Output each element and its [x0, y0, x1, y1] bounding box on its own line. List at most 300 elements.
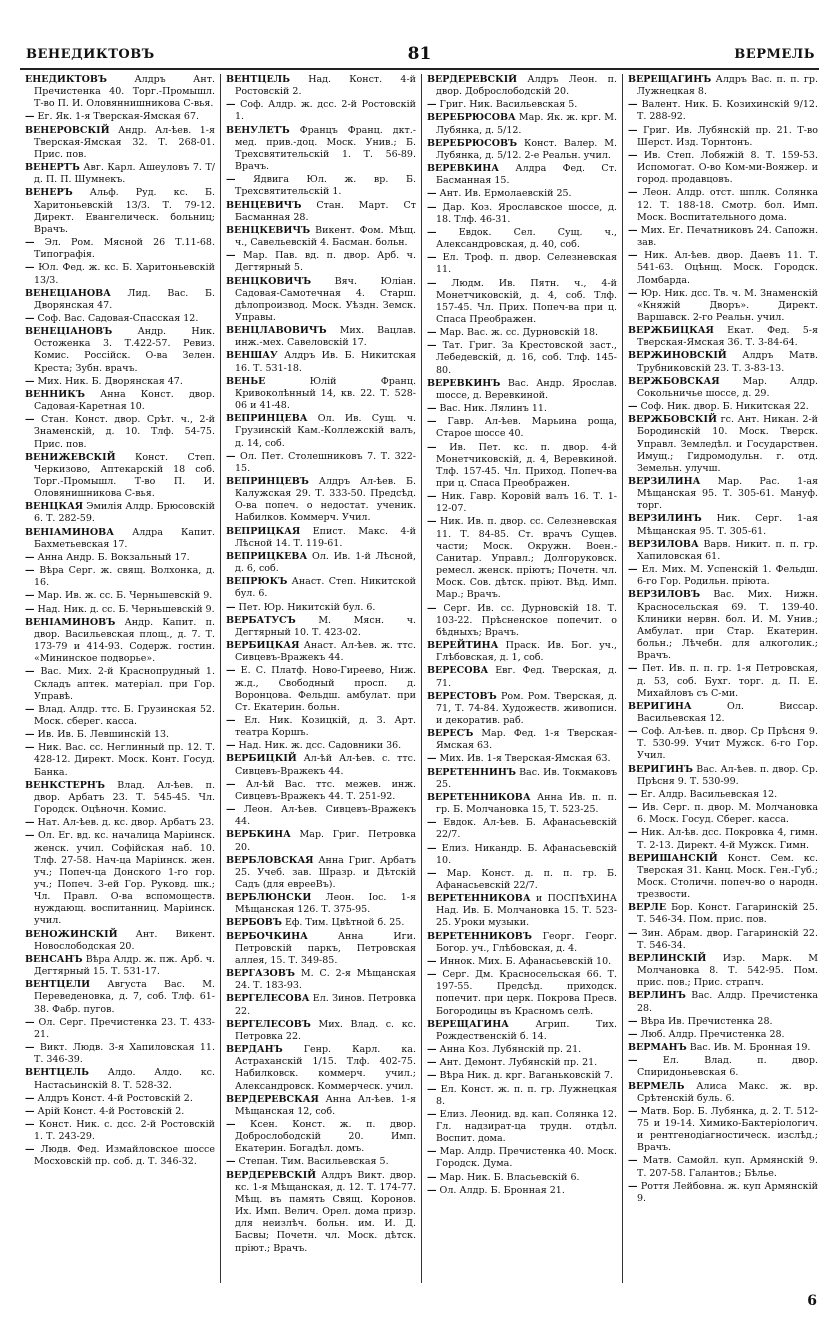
entry-headword: ВЕРЖБОВСКАЯ — [628, 375, 720, 387]
entry-text: Ив. Пет. кс. п. двор. 4-й Монетчиковскій, д. 4, Веревкиной. Тлф. 157-45. Чл. Приход. Попеч-ва при ц. Спаса Преображен. — [436, 441, 617, 489]
entry-headword: — — [226, 1118, 236, 1130]
entry-text: Ел. Конст. ж. п. п. гр. Лужнецкая 8. — [436, 1083, 617, 1107]
entry-text: Анна Коз. Лубянскій пр. 21. — [439, 1044, 582, 1056]
entry-text: Викт. Людв. 3-я Хапиловская 11. Т. 346-39. — [34, 1042, 215, 1066]
directory-entry — [25, 376, 215, 388]
directory-entry — [25, 1106, 215, 1118]
entry-text: Алдръ Ант. Пречистенка 40. Торг.-Промышл. Т-во П. И. Оловяннишникова С-вья. — [34, 74, 215, 110]
entry-text: Алдра Фед. Ст. Басманная 15. — [436, 163, 617, 187]
directory-entry — [226, 376, 416, 412]
entry-headword: — — [427, 416, 437, 428]
entry-headword: — — [25, 830, 35, 842]
entry-text: Анаст. Степ. Никитской бул. 6. — [235, 576, 416, 600]
entry-text: Викент. Фом. Мѣщ. ч., Савельевскій 4. Басман. больн. — [235, 224, 416, 249]
directory-entry — [628, 1016, 818, 1028]
directory-entry — [628, 250, 818, 286]
entry-headword: ВЕРДАНЪ — [226, 1044, 283, 1056]
entry-headword: ВЕРГЕЛЕСОВА — [226, 993, 310, 1005]
entry-headword: — — [226, 99, 236, 111]
entry-headword: — — [25, 1016, 35, 1028]
entry-headword: — — [226, 250, 236, 262]
entry-text: Влад. Ал-ѣев. п. двор. Арбатъ 23. Т. 545-45. Чл. Городск. Оцѣночн. Комис. — [34, 779, 215, 816]
directory-entry — [427, 112, 617, 136]
directory-entry — [427, 817, 617, 841]
entry-text: Францъ Франц. дкт.-мед. прив.-доц. Моск. Унив.; Б. Трехсвятительскій 1. Т. 56-89. Врачъ. — [235, 124, 416, 173]
directory-entry — [427, 640, 617, 664]
entry-text: Вяч. Юліан. Садовая-Самотечная 4. Старш. дѣлопроизвод. Моск. Уѣздн. Земск. Управы. — [235, 275, 416, 323]
directory-entry — [427, 1070, 617, 1082]
directory-entry — [226, 451, 416, 475]
entry-headword: — — [25, 742, 35, 754]
entry-headword: ВЕРЖИНОВСКІЙ — [628, 350, 727, 362]
directory-entry — [25, 1017, 215, 1041]
entry-headword: — — [628, 788, 638, 800]
entry-headword: — — [25, 729, 35, 741]
directory-entry — [427, 327, 617, 339]
directory-entry — [226, 276, 416, 325]
entry-headword: — — [25, 1042, 35, 1054]
directory-entry — [427, 252, 617, 276]
entry-headword: ВЕПРИЦКАЯ — [226, 525, 301, 537]
entry-text: Мих. Влад. с. кс. Петровка 22. — [235, 1018, 416, 1042]
entry-headword: — — [427, 1057, 437, 1069]
entry-headword: — — [628, 802, 638, 814]
entry-text: Ол. Ег. вд. кс. началица Маріинск. женск. учил. Софійская наб. 10. Тлф. 27-58. Нач-ца Маріинск. жен. уч.; Попеч-ца Донского 1-го гор. уч.; Попеч. 3-ей Гор. Руковд. шк.; Чл. Правл. О-ва вспомоществ. нуждающ. воспитанниц. Маріинск. учил. — [34, 830, 215, 927]
entry-text: Мар. Вас. ж. сс. Дурновскій 18. — [439, 327, 599, 339]
directory-entry — [427, 340, 617, 376]
directory-entry — [427, 728, 617, 752]
entry-text: Люб. Алдр. Пречистенка 28. — [640, 1028, 785, 1040]
entry-text: Ел. Ник. Козицкій, д. 3. Арт. театра Коршъ. — [235, 714, 416, 739]
directory-entry — [427, 416, 617, 440]
entry-headword: ВЕРЗИЛИНА — [628, 476, 701, 487]
entry-headword: — — [427, 441, 437, 453]
directory-entry — [226, 350, 416, 374]
entry-text: Ант. Ив. Ермолаевскій 25. — [439, 188, 572, 200]
directory-entry — [226, 576, 416, 600]
directory-entry — [25, 780, 215, 816]
entry-headword: ВЕРЗИЛОВЪ — [628, 589, 701, 601]
entry-headword: ВЕРЖБИЦКАЯ — [628, 325, 714, 337]
directory-entry — [427, 227, 617, 251]
entry-text: гс. Ант. Никан. 2-й Бородинскій 10. Моск. Тверск. Управл. Земледѣл. и Государствен. Имущ.; Гидромодульн. г. отд. Земельн. улучш. — [637, 414, 818, 474]
directory-entry — [25, 1093, 215, 1105]
entry-headword: ВЕНЦКАЯ — [25, 501, 84, 513]
entry-headword: — — [628, 149, 638, 161]
entry-headword: ВЕРДЕРЕВСКАЯ — [226, 1093, 319, 1105]
entry-headword: ВЕРИГИНЪ — [628, 763, 693, 775]
entry-headword: — — [226, 174, 236, 186]
entry-text: Анаст. Ал-ѣев. ж. ттс. Сивцевъ-Вражекъ 44. — [235, 640, 416, 664]
entry-headword: ВЕНОЖИНСКІЙ — [25, 928, 118, 940]
entry-headword: — — [25, 817, 35, 829]
entry-text: Вѣра Ник. д. крг. Ваганьковскій 7. — [439, 1070, 614, 1082]
entry-text: Мар. Ив. ж. сс. Б. Черньшевскій 9. — [37, 590, 213, 602]
entry-headword: ВЕРЕСТОВЪ — [427, 690, 497, 702]
entry-text: М. Мясн. ч. Дегтярный 10. Т. 423-02. — [235, 614, 416, 638]
directory-entry — [25, 604, 215, 616]
entry-text: Ол. Ив. 1-й Лѣсной, д. 6, соб. — [235, 550, 416, 575]
directory-entry — [226, 715, 416, 739]
entry-headword: — — [427, 277, 437, 289]
entry-text: Анна Григ. Арбатъ 25. Учеб. зав. Шразр. и Дѣтскій Садъ (для еврееВъ). — [235, 854, 416, 890]
entry-text: Е. С. Платф. Ново-Гиреево, Ниж. ж.д., Свободный просп. д. Воронцова. Фельдш. амбулат. при Ст. Екатерин. больн. — [235, 665, 416, 713]
entry-text: Зин. Абрам. двор. Гагаринскій 22. Т. 546-34. — [637, 927, 818, 951]
entry-text: Влад. Алдр. ттс. Б. Грузинская 52. Моск. сберег. касса. — [34, 703, 215, 727]
entry-headword: ВЕНСАНЪ — [25, 953, 83, 965]
directory-entry — [427, 792, 617, 816]
entry-headword: — — [226, 601, 236, 613]
entry-headword: — — [628, 927, 638, 939]
entry-headword: — — [427, 516, 437, 528]
entry-headword: — — [628, 287, 638, 299]
entry-headword: — — [427, 1146, 437, 1158]
entry-headword: ВЕРБКИНА — [226, 829, 291, 841]
entry-text: Евг. Фед. Тверская, д. 71. — [436, 665, 617, 689]
directory-entry — [628, 1081, 818, 1105]
directory-entry — [628, 414, 818, 475]
directory-entry — [427, 1057, 617, 1069]
directory-entry — [226, 551, 416, 575]
entry-headword: ВЕНЕРОВСКІЙ — [25, 124, 110, 136]
entry-text: Евдок. Сел. Сущ. ч., Александровская, д. 40, соб. — [436, 226, 617, 251]
entry-text: Мар. Алдр. Пречистенка 40. Моск. Городск. Дума. — [436, 1146, 617, 1170]
directory-entry — [226, 1119, 416, 1155]
entry-text: Мар. Ник. Б. Власьевскій 6. — [439, 1171, 580, 1183]
directory-entry — [25, 313, 215, 325]
entry-headword: ВЕРЕСОВА — [427, 665, 489, 677]
entry-headword: — — [25, 565, 35, 577]
entry-text: Конст. Ник. с. дсс. 2-й Ростовскій 1. Т. 243-29. — [34, 1118, 215, 1143]
entry-text: Вѣра Алдр. ж. пж. Арб. ч. Дегтярный 15. Т. 531-17. — [34, 953, 215, 978]
directory-entry — [427, 1172, 617, 1184]
directory-entry — [427, 931, 617, 955]
entry-text: Конст. Сем. кс. Тверская 31. Канц. Моск. Ген.-Губ.; Моск. Столичн. попеч-во о народн. трезвости. — [637, 852, 818, 901]
entry-text: Вас. Ал-ѣев. п. двор. Ср. Прѣсня 9. Т. 530-99. — [637, 763, 818, 787]
entry-headword: — — [226, 665, 236, 677]
entry-text: Алиса Макс. ж. вр. Срѣтенскій буль. 6. — [637, 1080, 818, 1104]
entry-text: Алдо. Алдо. кс. Настасьинскій 8. Т. 528-32. — [34, 1067, 215, 1091]
entry-headword: ВЕРЗИЛОВА — [628, 538, 699, 550]
entry-text: Елиз. Никандр. Б. Афанасьевскій 10. — [436, 842, 617, 866]
entry-text: Ив. Степ. Лобяжій 8. Т. 159-53. Испомогат. О-во Ком-ми-Вояжер. и город. продавцовъ. — [637, 149, 818, 186]
directory-entry — [25, 704, 215, 728]
entry-text: Ром. Ром. Тверская, д. 71, Т. 74-84. Художеств. живописн. и декоратив. раб. — [436, 690, 617, 726]
directory-entry — [628, 1055, 818, 1079]
entry-text: Ник. Ив. п. двор. сс. Селезневская 11. Т. 84-85. Ст. врачъ Сущев. части; Моск. Окружн. Воен.-Санитар. Управл.; Долгоруковск. ремесл. женск. пріютъ; Почетн. чл. Моск. Сов. дѣтск. пріют. Вѣд. Имп. Мар.; Врачъ. — [436, 516, 617, 601]
entry-headword: — — [427, 99, 437, 111]
entry-text: Бор. Конст. Гагаринскій 25. Т. 546-34. Пом. прис. пов. — [637, 902, 818, 926]
directory-entry — [427, 188, 617, 200]
directory-entry — [628, 476, 818, 512]
entry-text: Ив. Ив. Б. Левшинскій 13. — [37, 729, 170, 741]
entry-headword: ВЕНЕЦІАНОВЪ — [25, 326, 113, 338]
entry-text: Леон. Іос. 1-я Мѣщанская 126. Т. 375-95. — [235, 892, 416, 916]
directory-entry — [427, 1109, 617, 1145]
entry-headword: — — [226, 450, 236, 462]
entry-headword: — — [226, 714, 236, 726]
entry-text: Екат. Фед. 5-я Тверская-Ямская 36. Т. 3-84-64. — [637, 325, 818, 349]
entry-text: Вас. Андр. Ярослав. шоссе, д. Веревкиной. — [436, 377, 617, 401]
entry-text: Арій Конст. 4-й Ростовскій 2. — [37, 1105, 185, 1117]
entry-text: и ПОСПѢХИНА Над. Ив. Б. Молчановка 15. Т. 523-25. Уроки музыки. — [436, 893, 617, 929]
entry-headword: — — [628, 99, 638, 111]
entry-text: Леон. Алдр. отст. шплк. Солянка 12. Т. 188-18. Смотр. бол. Имп. Моск. Воспитательного дома. — [637, 187, 818, 223]
entry-text: Тат. Григ. За Крестовской заст., Лебедевскій, д. 16, соб. Тлф. 145-80. — [436, 340, 617, 376]
directory-entry — [25, 729, 215, 741]
entry-text: Мар. Фед. 1-я Тверская-Ямская 63. — [436, 728, 617, 752]
entry-headword: ВЕРЕТЕННИКОВА — [427, 791, 531, 803]
entry-text: Ол. Серг. Пречистенка 23. Т. 433-21. — [34, 1016, 215, 1040]
directory-entry — [628, 125, 818, 149]
entry-text: Серг. Ив. сс. Дурновскій 18. Т. 103-22. Прѣсненское попечит. о бѣдныхъ; Врачъ. — [436, 602, 617, 638]
directory-entry — [25, 979, 215, 1015]
running-head-left: ВЕНЕДИКТОВЪ — [26, 47, 155, 62]
entry-headword: — — [628, 827, 638, 839]
entry-headword: — — [628, 1180, 638, 1192]
directory-columns — [20, 74, 823, 1283]
entry-text: Ел. Троф. п. двор. Селезневская 11. — [436, 252, 617, 276]
directory-entry — [628, 827, 818, 851]
directory-entry — [427, 378, 617, 402]
entry-headword: ВЕРБОЧКИНА — [226, 930, 308, 942]
directory-entry — [25, 501, 215, 525]
directory-entry — [25, 125, 215, 161]
entry-headword: — — [25, 551, 35, 563]
entry-headword: ВЕРЕЩАГИНЪ — [628, 74, 712, 85]
directory-entry — [25, 666, 215, 702]
entry-headword: ВЕРЛЕ — [628, 902, 667, 914]
entry-headword: — — [25, 603, 35, 615]
entry-headword: ВЕРБИЦКІЙ — [226, 753, 297, 765]
entry-text: Ел. Влад. п. двор. Спиридоньевская 6. — [637, 1055, 818, 1079]
directory-entry — [25, 1119, 215, 1143]
directory-entry — [628, 764, 818, 788]
entry-headword: ВЕРБЛОВСКАЯ — [226, 854, 314, 866]
entry-headword: — — [427, 955, 437, 967]
directory-entry — [427, 202, 617, 226]
entry-headword: — — [628, 187, 638, 199]
entry-text: Алдръ Леон. п. двор. Доброслободскій 20. — [436, 74, 617, 98]
directory-entry — [226, 526, 416, 550]
entry-headword: ВЕРЕСЪ — [427, 728, 474, 740]
directory-entry — [25, 954, 215, 978]
directory-entry — [226, 1044, 416, 1093]
entry-text: Нат. Ал-ѣев. д. кс. двор. Арбатъ 23. — [37, 817, 215, 829]
entry-headword: — — [427, 1108, 437, 1120]
directory-entry — [25, 74, 215, 110]
directory-entry — [628, 513, 818, 537]
column-1 — [20, 74, 220, 1283]
directory-entry — [25, 162, 215, 186]
entry-text: Соф. Вас. Садовая-Спасская 12. — [37, 312, 199, 324]
entry-headword: — — [427, 602, 437, 614]
entry-headword: — — [628, 1105, 638, 1117]
entry-headword: — — [427, 403, 437, 415]
entry-text: Серг. Дм. Красносельская 66. Т. 197-55. Предсѣд. приходск. попечит. при церк. Покрова Пресв. Богородицы въ Красномъ селѣ. — [436, 969, 617, 1017]
entry-headword: — — [25, 1144, 35, 1156]
directory-entry — [226, 1094, 416, 1118]
entry-headword: ВЕНІАМИНОВЪ — [25, 616, 116, 628]
entry-text: Ел. Зинов. Петровка 22. — [235, 993, 416, 1017]
entry-text: Ол. Ив. Сущ. ч. Грузинскій Кам.-Коллежскій валъ, д. 14, соб. — [235, 413, 416, 449]
entry-text: Дар. Коз. Ярославское шоссе, д. 18. Тлф. 46-31. — [436, 201, 617, 225]
entry-headword: — — [628, 124, 638, 136]
entry-text: Праск. Ив. Бог. уч., Глѣбовская, д. 1, соб. — [436, 640, 617, 664]
directory-entry — [628, 589, 818, 662]
entry-text: Вас. Ив. Токмаковъ 25. — [436, 766, 617, 790]
entry-text: Над. Ник. д. сс. Б. Черньшевскій 9. — [37, 603, 215, 615]
directory-entry — [628, 1106, 818, 1155]
entry-headword: ВЕНКСТЕРНЪ — [25, 779, 105, 791]
directory-entry — [427, 442, 617, 491]
directory-entry — [427, 1185, 617, 1197]
directory-entry — [25, 552, 215, 564]
entry-text: Стан. Конст. двор. Срѣт. ч., 2-й Знаменскій, д. 10. Тлф. 54-75. Прис. пов. — [34, 414, 215, 450]
directory-entry — [25, 414, 215, 450]
entry-headword: — — [25, 414, 35, 426]
entry-text: Авг. Карл. Ашеуловъ 7. Т/д. П. П. Шумнекъ. — [34, 162, 215, 186]
directory-entry — [226, 740, 416, 752]
entry-text: Ол. Алдр. Б. Бронная 21. — [439, 1184, 565, 1196]
entry-headword: ВЕНТЦЕЛИ — [25, 979, 91, 991]
directory-entry — [226, 413, 416, 449]
entry-headword: — — [427, 842, 437, 854]
entry-text: Ник. Ал-ѣев. двор. Даевъ 11. Т. 541-63. Оцѣнщ. Моск. Городск. Ломбарда. — [637, 250, 818, 286]
entry-headword: ВЕНИЖЕВСКІЙ — [25, 451, 116, 463]
entry-text: Стан. Март. Ст Басманная 28. — [235, 199, 416, 223]
entry-headword: — — [427, 753, 437, 765]
directory-entry — [427, 691, 617, 727]
entry-headword: — — [628, 401, 638, 413]
directory-entry — [226, 804, 416, 828]
entry-headword: ВЕРЕТЕННИКОВА — [427, 893, 531, 905]
directory-entry — [628, 928, 818, 952]
entry-text: Алдръ Викт. двор. кс. 1-я Мѣщанская, д. 12. Т. 174-77. Мѣщ. въ память Свящ. Коронов. Их. Имп. Велич. Орел. дома призр. для неизлѣч. больн. им. И. Д. Басвы; Почетн. чл. Моск. дѣтск. пріют.; Врачъ. — [235, 1169, 416, 1254]
directory-entry — [25, 452, 215, 501]
directory-entry — [427, 753, 617, 765]
entry-text: Вас. Ник. Лялинъ 11. — [439, 403, 547, 415]
directory-entry — [226, 250, 416, 274]
directory-entry — [226, 753, 416, 777]
directory-entry — [226, 855, 416, 891]
directory-entry — [226, 125, 416, 174]
entry-text: Ант. Демонт. Лубянскій пр. 21. — [439, 1057, 598, 1069]
directory-entry — [226, 615, 416, 639]
entry-text: М. С. 2-я Мѣщанская 24. Т. 183-93. — [235, 968, 416, 992]
directory-entry — [628, 1042, 818, 1054]
entry-headword: — — [628, 1015, 638, 1027]
entry-text: Анна Иги. Петровскій паркъ, Петровская аллея, 15. Т. 349-85. — [235, 930, 416, 966]
entry-headword: — — [427, 491, 437, 503]
directory-entry — [427, 1019, 617, 1043]
entry-text: Роття Лейбовна. ж. куп Армянскій 9. — [637, 1180, 818, 1204]
entry-text: Ал-ѣй Вас. ттс. межев. инж. Сивцевъ-Вражекъ 44. Т. 251-92. — [235, 778, 416, 802]
entry-text: Георг. Георг. Богор. уч., Глѣбовская, д. 4. — [436, 930, 617, 954]
entry-text: Мих. Ив. 1-я Тверская-Ямская 63. — [439, 753, 611, 765]
entry-text: Генр. Карл. ка. Астраханскій 1/15. Тлф. 402-75. Набилковск. коммерч. учил.; Александровск. Коммерческ. учил. — [235, 1044, 416, 1092]
directory-entry — [628, 225, 818, 249]
directory-entry — [628, 325, 818, 349]
entry-headword: ВЕНЬЕ — [226, 375, 266, 387]
entry-text: Вас. Ив. М. Бронная 19. — [689, 1042, 811, 1054]
entry-headword: — — [427, 1044, 437, 1056]
entry-headword: — — [427, 327, 437, 339]
entry-text: Алдръ Ал-ѣев. Б. Калужская 29. Т. 333-50. Предсѣд. О-ва попеч. о недостат. ученик. Набилков. Коммерч. Учил. — [235, 476, 416, 524]
entry-headword: — — [628, 1155, 638, 1167]
entry-text: Альф. Руд. кс. Б. Харитоньевскій 13/3. Т. 79-12. Директ. Евангелическ. больниц; Врачъ. — [34, 187, 215, 235]
directory-entry — [226, 225, 416, 249]
entry-headword: — — [25, 666, 35, 678]
entry-headword: — — [427, 226, 437, 238]
directory-entry — [628, 853, 818, 902]
directory-entry — [628, 74, 818, 98]
directory-entry — [628, 187, 818, 223]
column-3 — [421, 74, 622, 1283]
entry-text: Ег. Алдр. Васильевская 12. — [640, 788, 778, 800]
entry-headword: — — [427, 340, 437, 352]
directory-entry — [226, 892, 416, 916]
entry-text: Ол. Виссар. Васильевская 12. — [637, 700, 818, 724]
entry-text: Вас. Алдр. Пречистенка 28. — [637, 990, 818, 1014]
directory-entry — [427, 516, 617, 601]
directory-entry — [226, 640, 416, 664]
directory-entry — [628, 376, 818, 400]
entry-headword: ВЕНІАМИНОВА — [25, 526, 114, 538]
entry-headword: ВЕРЛИНЪ — [628, 990, 686, 1002]
directory-entry — [628, 539, 818, 563]
entry-headword: ВЕРИШАНСКІЙ — [628, 852, 718, 864]
entry-headword: — — [25, 1118, 35, 1130]
entry-headword: — — [25, 375, 35, 387]
directory-entry — [25, 929, 215, 953]
directory-entry — [226, 1170, 416, 1255]
entry-text: Мар. Алдр. Сокольничье шоссе, д. 29. — [637, 375, 818, 399]
directory-entry — [427, 74, 617, 98]
directory-entry — [427, 403, 617, 415]
entry-text: Эл. Ром. Мясной 26 Т.11-68. Типографія. — [34, 237, 215, 261]
entry-text: Анна Конст. двор. Садовая-Каретная 10. — [34, 388, 215, 413]
directory-entry — [226, 779, 416, 803]
entry-headword: — — [25, 703, 35, 715]
entry-text: Ник. Ал-ѣв. дсс. Покровка 4, гимн. Т. 2-13. Директ. 4-й Мужск. Гимн. — [637, 827, 818, 851]
entry-text: Иннок. Мих. Б. Афанасьевскій 10. — [439, 955, 612, 967]
entry-text: Вѣра Ив. Пречистенка 28. — [640, 1015, 773, 1027]
entry-headword: ВЕРЕВКИНА — [427, 163, 500, 175]
entry-headword: — — [427, 188, 437, 200]
entry-text: Ив. Серг. п. двор. М. Молчановка 6. Моск. Госуд. Сберег. касса. — [637, 802, 818, 826]
entry-headword: — — [25, 1092, 35, 1104]
directory-entry — [628, 564, 818, 588]
directory-entry — [427, 491, 617, 515]
page-header — [20, 38, 819, 64]
entry-text: Ол. Пет. Столешниковъ 7. Т. 322-15. — [235, 450, 416, 474]
directory-entry — [25, 590, 215, 602]
directory-entry — [628, 401, 818, 413]
directory-entry — [226, 325, 416, 349]
entry-headword: ВЕНЕРЪ — [25, 187, 73, 199]
directory-entry — [427, 843, 617, 867]
directory-entry — [25, 617, 215, 666]
entry-headword: ЕНЕДИКТОВЪ — [25, 74, 107, 85]
entry-headword: ВЕРМЕЛЬ — [628, 1080, 685, 1092]
entry-headword: ВЕНЕЦІАНОВА — [25, 287, 111, 299]
entry-headword: ВЕРДЕРЕВСКІЙ — [427, 74, 518, 85]
entry-headword: — — [226, 804, 236, 816]
entry-headword: — — [628, 224, 638, 236]
entry-headword: ВЕНТЦЕЛЬ — [226, 74, 290, 85]
entry-headword: ВЕПРИЦКЕВА — [226, 550, 308, 562]
